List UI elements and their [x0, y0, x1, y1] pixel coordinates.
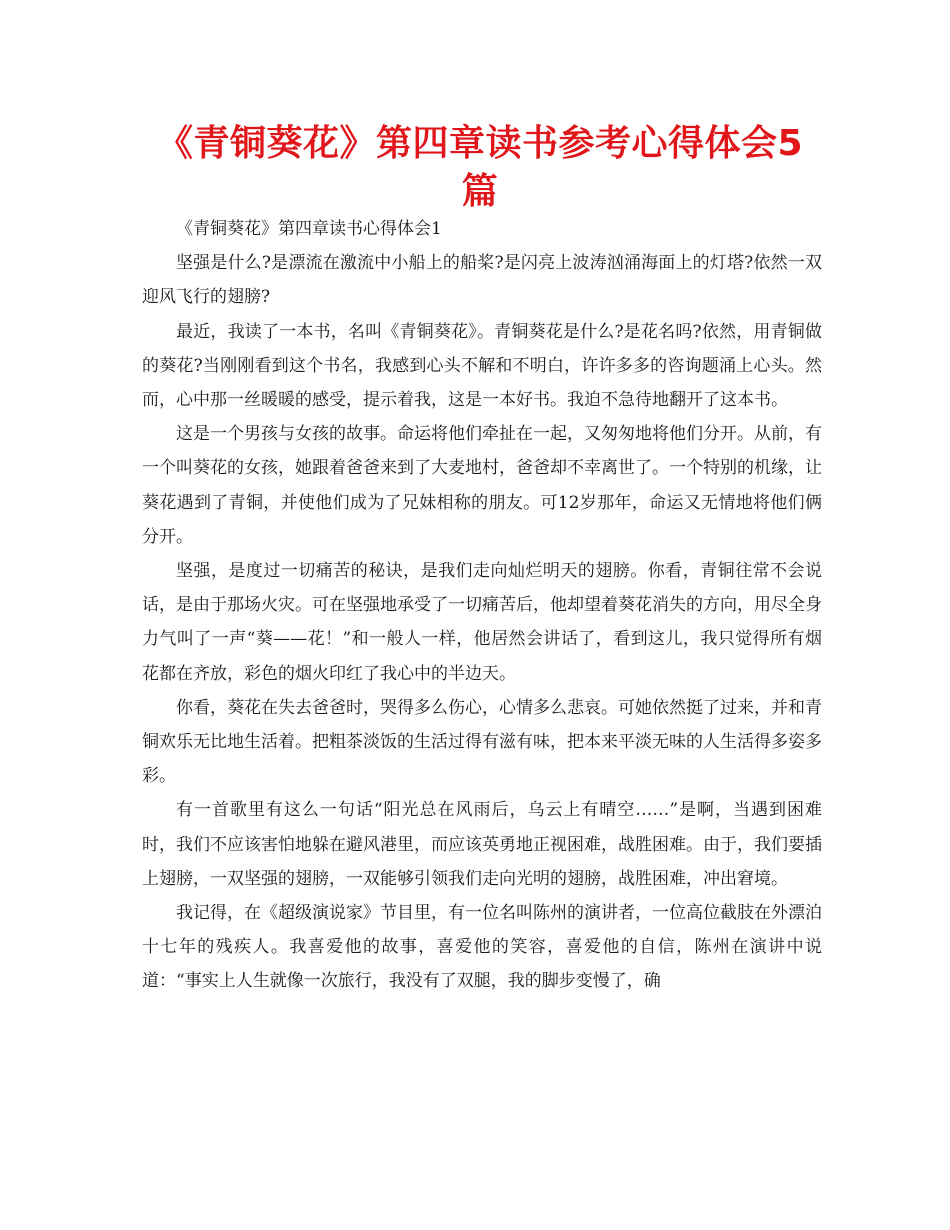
paragraph-2: 最近，我读了一本书，名叫《青铜葵花》。青铜葵花是什么?是花名吗?依然，用青铜做的葵花?当刚刚看到这个书名，我感到心头不解和不明白，许许多多的咨询题涌上心头。然而，心中那一丝暖暖的感受，提示着我，这是一本好书。我迫不急待地翻开了这本书。	[142, 321, 822, 411]
document-title: 《青铜葵花》第四章读书参考心得体会5篇	[156, 123, 804, 212]
paragraph-7: 我记得，在《超级演说家》节目里，有一位名叫陈州的演讲者，一位高位截肢在外漂泊十七年的残疾人。我喜爱他的故事，喜爱他的笑容，喜爱他的自信，陈州在演讲中说道：“事实上人生就像一次旅行，我没有了双腿，我的脚步变慢了，确	[142, 903, 822, 992]
section-subtitle: 《青铜葵花》第四章读书心得体会1	[176, 219, 442, 239]
paragraph-3: 这是一个男孩与女孩的故事。命运将他们牵扯在一起，又匆匆地将他们分开。从前，有一个叫葵花的女孩，她跟着爸爸来到了大麦地村，爸爸却不幸离世了。一个特别的机缘，让葵花遇到了青铜，并使他们成为了兄妹相称的朋友。可12岁那年，命运又无情地将他们俩分开。	[142, 424, 822, 547]
paragraph-1: 坚强是什么?是漂流在激流中小船上的船桨?是闪亮上波涛汹涌海面上的灯塔?依然一双迎风飞行的翅膀?	[142, 253, 822, 308]
paragraph-5: 你看，葵花在失去爸爸时，哭得多么伤心，心情多么悲哀。可她依然挺了过来，并和青铜欢乐无比地生活着。把粗茶淡饭的生活过得有滋有味，把本来平淡无味的人生活得多姿多彩。	[142, 697, 822, 787]
paragraph-4: 坚强，是度过一切痛苦的秘诀，是我们走向灿烂明天的翅膀。你看，青铜往常不会说话，是由于那场火灾。可在坚强地承受了一切痛苦后，他却望着葵花消失的方向，用尽全身力气叫了一声“葵——花！”和一般人一样，他居然会讲话了，看到这儿，我只觉得所有烟花都在齐放，彩色的烟火印红了我心中的半边天。	[142, 561, 822, 684]
document-body	[142, 212, 822, 999]
paragraph-6: 有一首歌里有这么一句话“阳光总在风雨后，乌云上有晴空……”是啊，当遇到困难时，我们不应该害怕地躲在避风港里，而应该英勇地正视困难，战胜困难。由于，我们要插上翅膀，一双坚强的翅膀，一双能够引领我们走向光明的翅膀，战胜困难，冲出窘境。	[142, 800, 822, 889]
